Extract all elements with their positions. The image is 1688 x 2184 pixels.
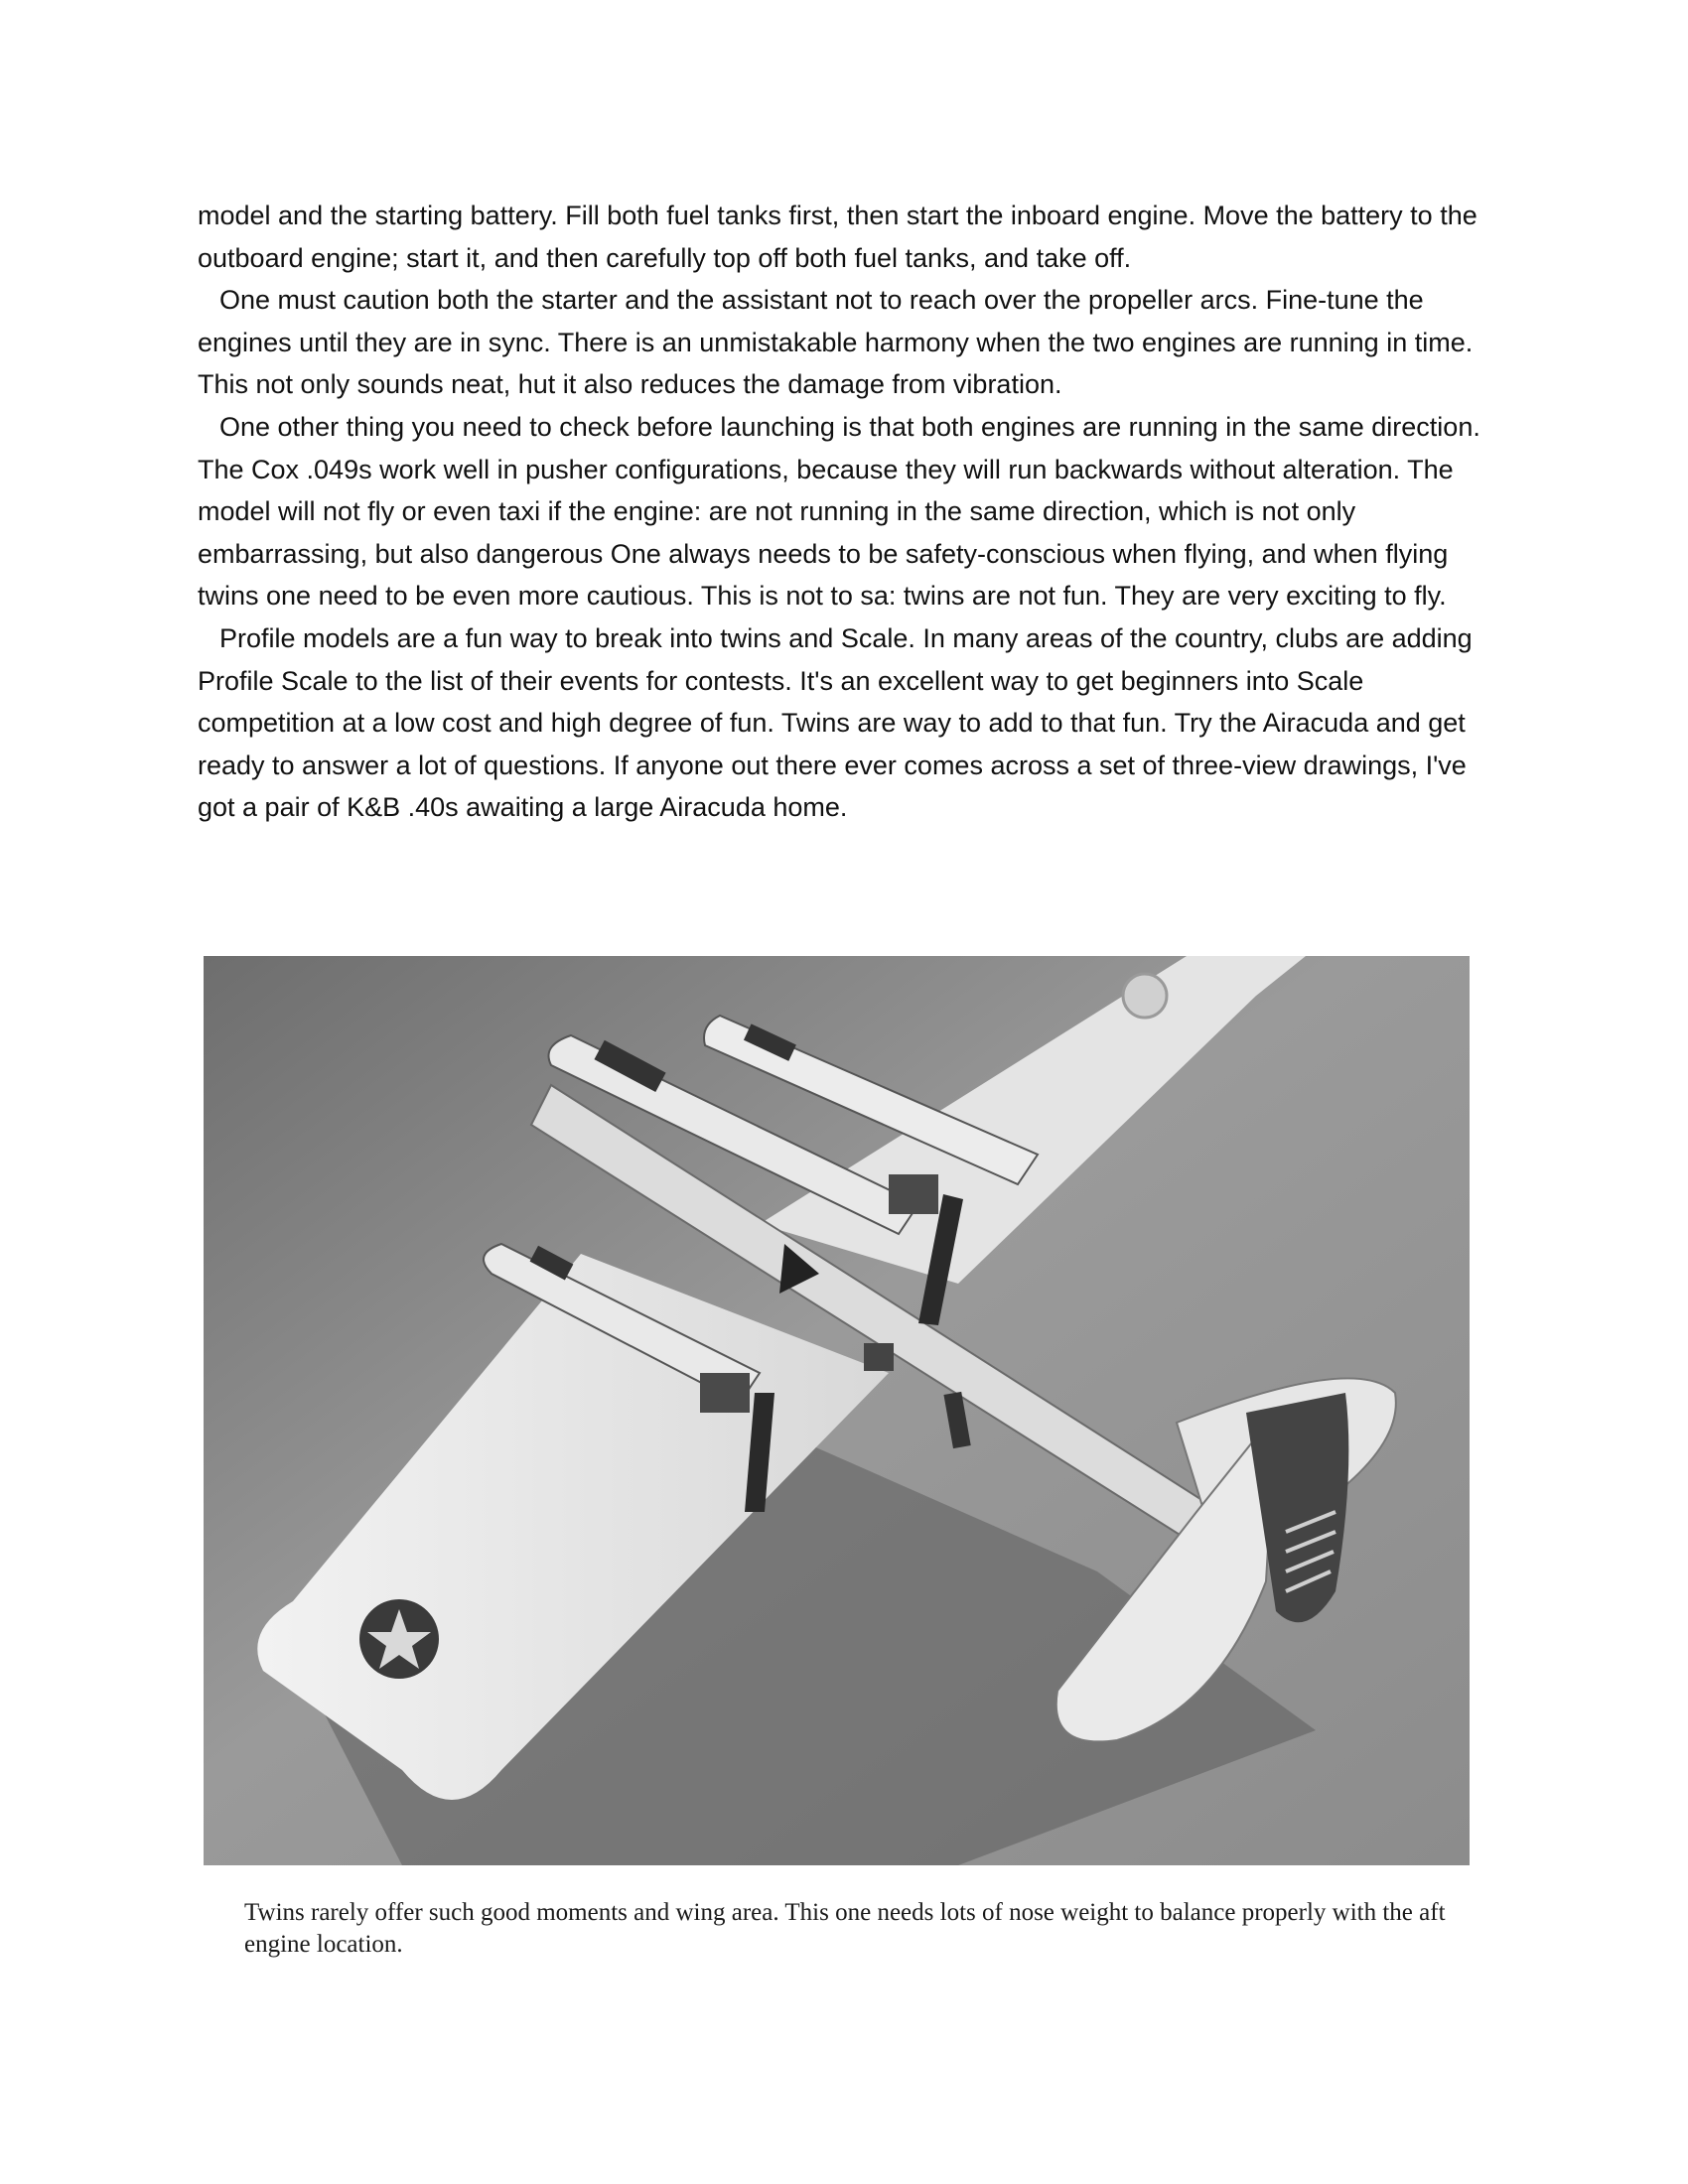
paragraph-4: Profile models are a fun way to break into twins and Scale. In many areas of the country, clubs are adding Profile Scale to the list of their events for contests. It's an excellent way to get beginners into Scale competition at a low cost and high degree of fun. Twins are way to add to that fun. Try the Airacuda and get ready to answer a lot of questions. If anyone out there ever comes across a set of three-view drawings, I've got a pair of K&B .40s awaiting a large Airacuda home. [198,622,1473,823]
paragraph-2: One must caution both the starter and the assistant not to reach over the propeller arcs. Fine-tune the engines until they are in sync. There is an unmistakable harmony when the two engines are running in time. This not only sounds neat, hut it also reduces the damage from vibration. [198,285,1474,400]
paragraph-1: model and the starting battery. Fill both fuel tanks first, then start the inboard engine. Move the battery to the outboard engine; start it, and then carefully top off both fuel tanks, and take off. [198,201,1477,273]
article-body [198,195,1488,829]
airacuda-model-photo [204,956,1470,1865]
paragraph-3: One other thing you need to check before launching is that both engines are running in the same direction. The Cox .049s work well in pusher configurations, because they will run backwards without alteration. The model will not fly or even taxi if the engine: are not running in the same direction, which is not only embarrassing, but also dangerous One always needs to be safety-conscious when flying, and when flying twins one need to be even more cautious. This is not to sa: twins are not fun. They are very exciting to fly. [198,411,1480,612]
photo-caption: Twins rarely offer such good moments and wing area. This one needs lots of nose weight to balance properly with the aft engine location. [244,1899,1446,1958]
photo-illustration [204,956,1470,1865]
